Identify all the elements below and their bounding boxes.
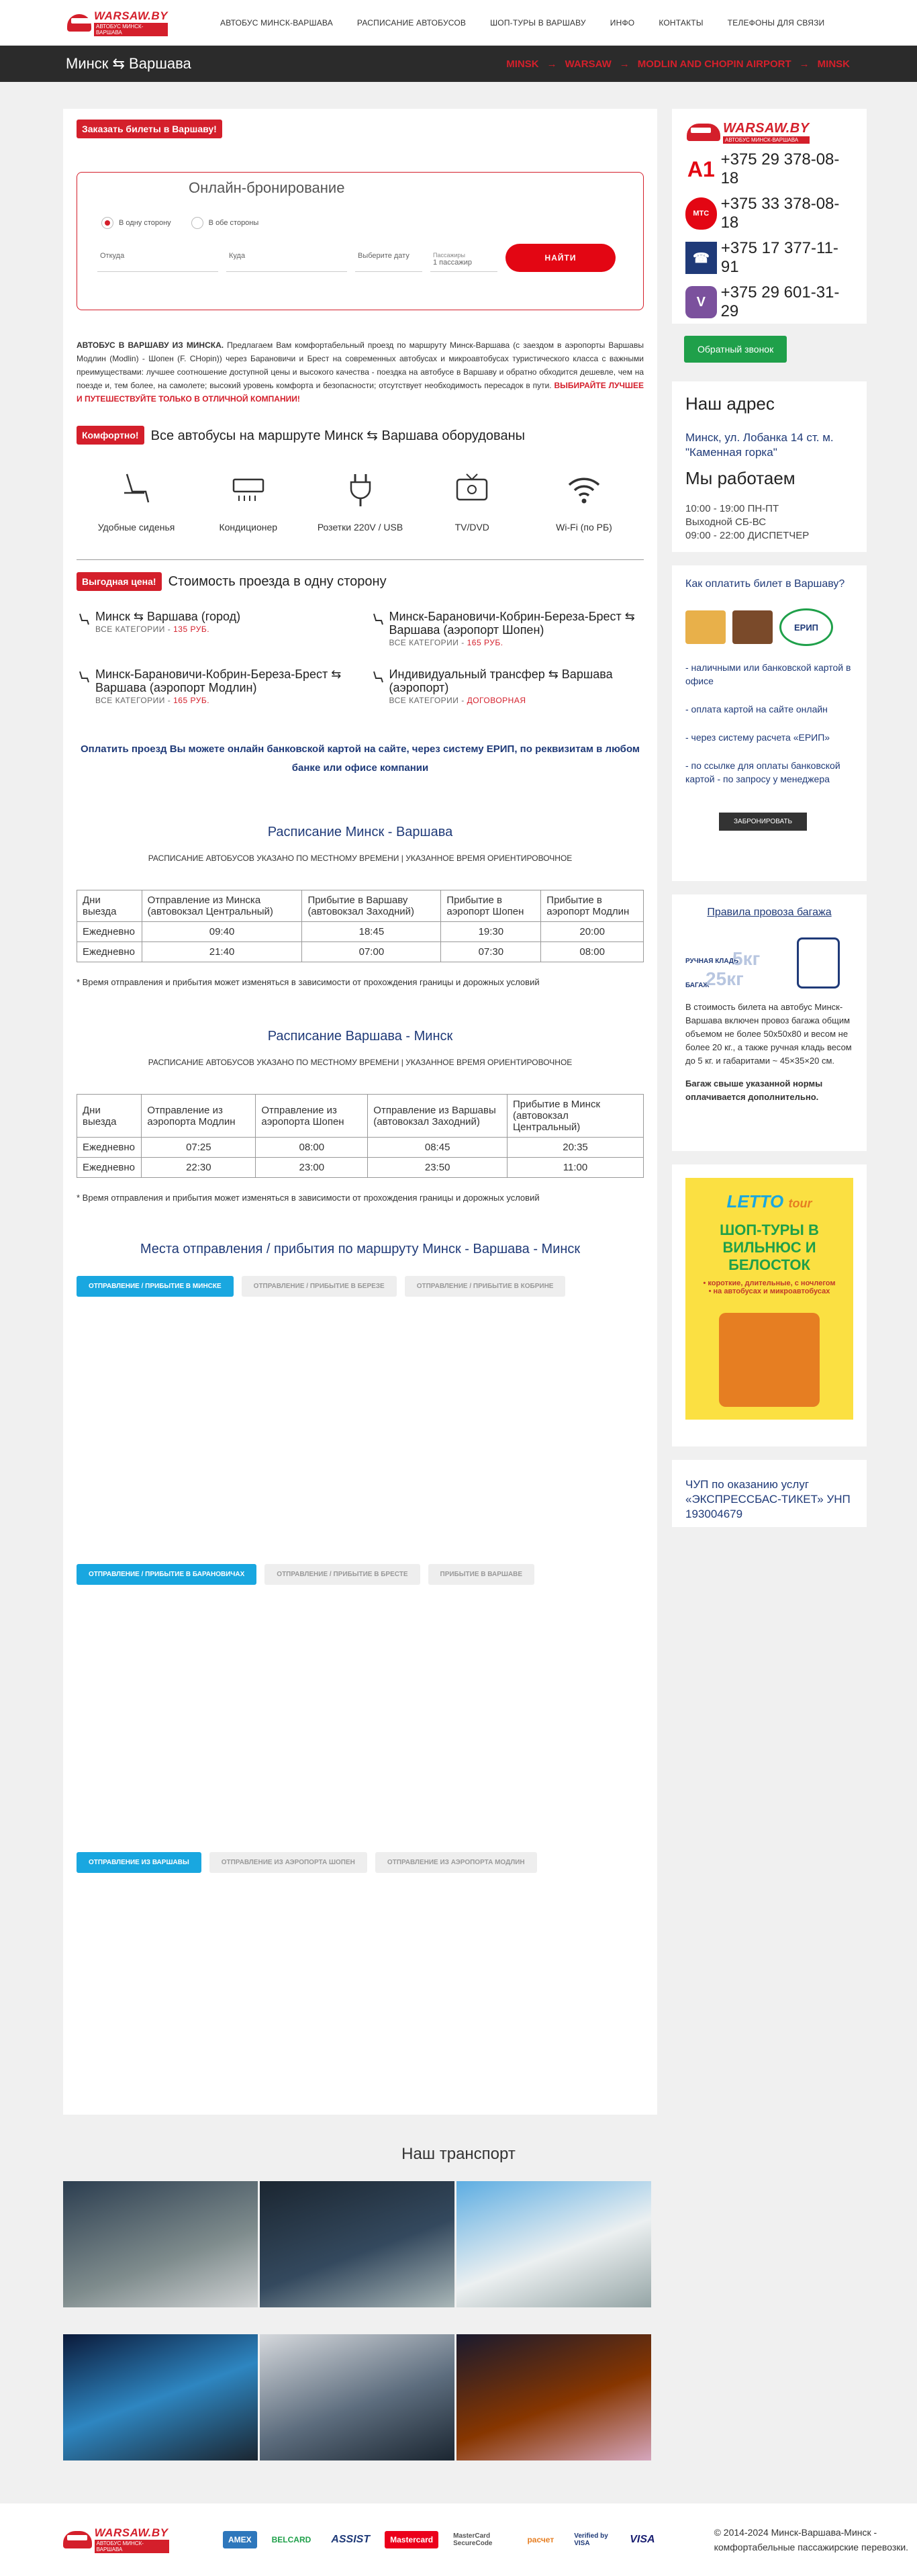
howto-item: - по ссылке для оплаты банковской картой - по запросу у менеджера: [685, 760, 840, 784]
seat-small-icon: [77, 612, 90, 626]
company-info: ЧУП по оказанию услуг «ЭКСПРЕССБАС-ТИКЕТ» УНП 193004679: [685, 1478, 851, 1520]
logo-title: WARSAW.BY: [723, 121, 810, 136]
payment-logos: [223, 2528, 661, 2551]
page-title: Минск ⇆ Варшава: [66, 55, 191, 72]
hours-line: 10:00 - 19:00 ПН-ПТ: [685, 503, 779, 514]
howto-title: Как оплатить билет в Варшаву?: [685, 578, 845, 590]
round-trip-radio[interactable]: [191, 217, 259, 229]
main-nav: [208, 18, 836, 28]
payment-methods-card: [672, 565, 867, 881]
breadcrumb-airports[interactable]: MODLIN AND CHOPIN AIRPORT: [637, 58, 791, 70]
visa-logo: VISA: [630, 2534, 655, 2545]
schedule-subtitle: РАСПИСАНИЕ АВТОБУСОВ УКАЗАНО ПО МЕСТНОМУ ВРЕМЕНИ | УКАЗАННОЕ ВРЕМЯ ОРИЕНТИРОВОЧНОЕ: [148, 854, 573, 863]
schedule-title: Расписание Варшава - Минск: [267, 1029, 453, 1044]
table-cell: 09:40: [142, 922, 302, 942]
table-cell: 08:00: [541, 942, 644, 962]
hand-luggage-label: РУЧНАЯ КЛАДЬ: [685, 958, 739, 965]
hours-line: 09:00 - 22:00 ДИСПЕТЧЕР: [685, 530, 810, 541]
phone-number: +375 29 601-31-29: [720, 283, 840, 320]
plug-icon: [342, 470, 379, 508]
table-cell: 22:30: [142, 1158, 256, 1178]
assist-logo: ASSIST: [331, 2534, 371, 2545]
site-logo[interactable]: [67, 9, 168, 36]
schedule-minsk-warsaw: [77, 825, 644, 987]
promo-card[interactable]: [672, 1164, 867, 1446]
divider: [77, 559, 644, 560]
price-item: [77, 610, 350, 647]
to-input[interactable]: Куда: [226, 249, 347, 272]
bus-logo-icon: [67, 14, 91, 32]
price-value: ДОГОВОРНАЯ: [467, 696, 526, 705]
booking-title: Онлайн-бронирование: [189, 179, 345, 196]
tab-baranovichi[interactable]: ОТПРАВЛЕНИЕ / ПРИБЫТИЕ В БАРАНОВИЧАХ: [77, 1564, 256, 1585]
phones-card: [672, 109, 867, 324]
table-header: Прибытие в аэропорт Шопен: [441, 890, 541, 922]
copyright: © 2014-2024 Минск-Варшава-Минск - комфортабельные пассажирские перевозки.: [714, 2527, 909, 2552]
tab-bereza[interactable]: ОТПРАВЛЕНИЕ / ПРИБЫТИЕ В БЕРЕЗЕ: [242, 1276, 397, 1297]
raschet-logo: расчет: [527, 2535, 554, 2544]
promo-brand-sub: tour: [788, 1197, 812, 1210]
howto-item: - через систему расчета «ЕРИП»: [685, 732, 830, 743]
interior-photo[interactable]: [63, 2334, 258, 2460]
sidebar: [672, 109, 867, 2115]
price-list: [77, 610, 644, 705]
amenity-wifi: [534, 470, 634, 533]
amenity-label: Удобные сиденья: [97, 522, 175, 533]
table-cell: Ежедневно: [77, 1138, 142, 1158]
nav-shop-tours[interactable]: ШОП-ТУРЫ В ВАРШАВУ: [490, 17, 586, 28]
seat-small-icon: [371, 670, 384, 684]
bus-photo[interactable]: [456, 2181, 651, 2307]
breadcrumb: [506, 58, 850, 70]
promo-brand: LETTO: [726, 1191, 784, 1211]
nav-contacts[interactable]: КОНТАКТЫ: [659, 17, 704, 28]
securecode-logo: MasterCard SecureCode: [453, 2532, 493, 2547]
promo-item: • на автобусах и микроавтобусах: [708, 1287, 830, 1295]
nav-bus-minsk-warsaw[interactable]: АВТОБУС МИНСК-ВАРШАВА: [220, 17, 333, 28]
price-value: 165 РУБ.: [467, 638, 503, 647]
table-cell: 18:45: [302, 922, 441, 942]
schedule-note: * Время отправления и прибытия может изменяться в зависимости от прохождения границы и дорожных условий: [77, 977, 540, 987]
table-header: Дни выезда: [77, 1095, 142, 1138]
promo-banner[interactable]: [685, 1178, 853, 1420]
price-route: Минск-Барановичи-Кобрин-Береза-Брест ⇆ Варшава (аэропорт Шопен): [389, 610, 635, 637]
logo-subtitle: АВТОБУС МИНСК-ВАРШАВА: [95, 2540, 169, 2553]
amenity-sockets: [310, 470, 411, 533]
amenities-list: [77, 470, 644, 533]
from-input[interactable]: Откуда: [97, 249, 218, 272]
phone-landline[interactable]: [685, 239, 853, 277]
table-cell: 07:00: [302, 942, 441, 962]
table-cell: 20:00: [541, 922, 644, 942]
breadcrumb-separator: →: [546, 58, 557, 70]
table-cell: Ежедневно: [77, 1158, 142, 1178]
mastercard-logo: Mastercard: [385, 2531, 438, 2548]
baggage-extra: Багаж свыше указанной нормы оплачивается дополнительно.: [685, 1078, 823, 1102]
schedule-warsaw-minsk: [77, 1029, 644, 1203]
table-header: Прибытие в аэропорт Модлин: [541, 890, 644, 922]
tab-minsk[interactable]: ОТПРАВЛЕНИЕ / ПРИБЫТИЕ В МИНСКЕ: [77, 1276, 234, 1297]
nav-phones[interactable]: ТЕЛЕФОНЫ ДЛЯ СВЯЗИ: [727, 17, 825, 28]
phone-number: +375 17 377-11-91: [720, 239, 838, 276]
howto-item: - наличными или банковской картой в офисе: [685, 662, 851, 686]
schedule-subtitle: РАСПИСАНИЕ АВТОБУСОВ УКАЗАНО ПО МЕСТНОМУ ВРЕМЕНИ | УКАЗАННОЕ ВРЕМЯ ОРИЕНТИРОВОЧНОЕ: [148, 1058, 573, 1067]
promo-item: • короткие, длительные, с ночлегом: [703, 1279, 836, 1287]
map-area: [77, 1873, 644, 2074]
main-content: [63, 109, 657, 2115]
tabs-group-3: [77, 1852, 644, 1873]
table-row: [77, 942, 644, 962]
table-cell: 08:00: [256, 1138, 368, 1158]
wallet-icon: [732, 610, 773, 644]
order-tickets-button[interactable]: Заказать билеты в Варшаву!: [77, 120, 222, 138]
callback-button[interactable]: Обратный звонок: [684, 336, 787, 363]
tab-chopin-departure[interactable]: ОТПРАВЛЕНИЕ ИЗ АЭРОПОРТА ШОПЕН: [209, 1852, 367, 1873]
table-header: Отправление из Минска (автовокзал Центральный): [142, 890, 302, 922]
table-header: Дни выезда: [77, 890, 142, 922]
address-card: [672, 381, 867, 552]
baggage-weight: 25кг: [706, 968, 744, 989]
table-cell: 23:50: [368, 1158, 508, 1178]
breadcrumb-warsaw[interactable]: WARSAW: [565, 58, 612, 70]
phone-viber[interactable]: [685, 283, 853, 321]
suitcase-icon: [797, 937, 840, 988]
breadcrumb-minsk[interactable]: MINSK: [506, 58, 539, 70]
cards-icon: [685, 610, 726, 644]
booking-form: [77, 172, 644, 310]
hand-luggage-weight: 5кг: [732, 948, 761, 969]
breadcrumb-minsk-return[interactable]: MINSK: [817, 58, 850, 70]
bus-photo[interactable]: [63, 2181, 258, 2307]
tab-modlin-departure[interactable]: ОТПРАВЛЕНИЕ ИЗ АЭРОПОРТА МОДЛИН: [375, 1852, 537, 1873]
table-cell: 20:35: [508, 1138, 644, 1158]
amex-logo: AMEX: [223, 2531, 257, 2548]
tabs-group-2: [77, 1564, 644, 1585]
date-input[interactable]: Выберите дату: [355, 249, 422, 272]
price-category: ВСЕ КАТЕГОРИИ -: [95, 696, 171, 705]
logo-subtitle: АВТОБУС МИНСК-ВАРШАВА: [94, 23, 168, 36]
schedule-title: Расписание Минск - Варшава: [267, 825, 453, 839]
price-route: Минск ⇆ Варшава (город): [95, 610, 241, 623]
table-cell: 11:00: [508, 1158, 644, 1178]
bus-logo-icon: [63, 2531, 92, 2548]
passengers-select[interactable]: [430, 249, 497, 272]
price-route: Минск-Барановичи-Кобрин-Береза-Брест ⇆ Варшава (аэропорт Модлин): [95, 668, 342, 694]
map-area: [77, 1297, 644, 1545]
schedule-table: [77, 890, 644, 962]
table-header: Отправление из аэропорта Шопен: [256, 1095, 368, 1138]
transport-gallery: [63, 2181, 917, 2460]
one-way-label: В одну сторону: [119, 219, 171, 227]
baggage-rules-link[interactable]: Правила провоза багажа: [707, 907, 832, 918]
intro-highlight: ВЫБИРАЙТЕ ЛУЧШЕЕ И ПУТЕШЕСТВУЙТЕ ТОЛЬКО В ОТЛИЧНОЙ КОМПАНИИ!: [77, 381, 644, 404]
a1-icon: A1: [687, 156, 715, 181]
amenity-ac: [198, 470, 299, 533]
erip-icon: ЕРИП: [779, 608, 833, 646]
seat-small-icon: [77, 670, 90, 684]
phone-number: +375 29 378-08-18: [720, 150, 840, 187]
address-text: Минск, ул. Лобанка 14 ст. м. "Каменная горка": [685, 431, 834, 459]
phone-number: +375 33 378-08-18: [720, 195, 840, 232]
table-header-row: [77, 1095, 644, 1138]
bus-logo-icon: [687, 124, 720, 141]
viber-icon: V: [685, 286, 717, 318]
schedule-note: * Время отправления и прибытия может изменяться в зависимости от прохождения границы и дорожных условий: [77, 1193, 540, 1203]
tv-icon: [453, 470, 491, 508]
phone-icon: ☎: [685, 242, 717, 274]
places-section: [77, 1242, 644, 1257]
logo-title: WARSAW.BY: [94, 2526, 168, 2539]
baggage-card: [672, 894, 867, 1151]
table-cell: Ежедневно: [77, 922, 142, 942]
footer-logo[interactable]: [63, 2526, 169, 2553]
belcard-logo: BELCARD: [271, 2535, 311, 2544]
bus-photo[interactable]: [260, 2181, 454, 2307]
shopping-bag-icon: [719, 1313, 820, 1407]
table-cell: 07:30: [441, 942, 541, 962]
table-cell: 08:45: [368, 1138, 508, 1158]
price-badge: Выгодная цена!: [77, 572, 162, 591]
company-card: [672, 1460, 867, 1527]
amenity-label: Wi-Fi (по РБ): [556, 522, 612, 533]
breadcrumb-separator: →: [619, 58, 630, 70]
amenity-label: Розетки 220V / USB: [317, 522, 403, 533]
tab-brest[interactable]: ОТПРАВЛЕНИЕ / ПРИБЫТИЕ В БРЕСТЕ: [264, 1564, 420, 1585]
hours-line: Выходной СБ-ВС: [685, 516, 767, 528]
amenity-tv: [422, 470, 522, 533]
breadcrumb-separator: →: [799, 58, 810, 70]
interior-photo[interactable]: [456, 2334, 651, 2460]
price-category: ВСЕ КАТЕГОРИИ -: [95, 625, 171, 634]
table-header: Прибытие в Минск (автовокзал Центральный): [508, 1095, 644, 1138]
table-row: [77, 1158, 644, 1178]
intro-text: [77, 338, 644, 406]
table-cell: 23:00: [256, 1158, 368, 1178]
table-header: Прибытие в Варшаву (автовокзал Заходний): [302, 890, 441, 922]
tabs-group-1: [77, 1276, 644, 1297]
logo-title: WARSAW.BY: [94, 9, 168, 22]
passengers-value: 1 пассажир: [433, 259, 472, 267]
price-title: Стоимость проезда в одну сторону: [168, 573, 387, 589]
phone-mts[interactable]: [685, 195, 853, 232]
table-cell: 07:25: [142, 1138, 256, 1158]
title-bar: [0, 46, 917, 82]
tab-warsaw-arrival[interactable]: ПРИБЫТИЕ В ВАРШАВЕ: [428, 1564, 535, 1585]
amenity-label: TV/DVD: [454, 522, 489, 533]
price-item: [77, 668, 350, 705]
baggage-text: В стоимость билета на автобус Минск-Варшава включен провоз багажа общим объемом не более 50x50x80 и весом не более 20 кг., а также ручная кладь весом до 5 кг. и габаритами ~ 45×35×20 см.: [685, 1002, 852, 1066]
book-button[interactable]: ЗАБРОНИРОВАТЬ: [719, 813, 807, 831]
interior-photo[interactable]: [260, 2334, 454, 2460]
seat-icon: [117, 470, 155, 508]
map-area: [77, 1585, 644, 1833]
one-way-radio[interactable]: [101, 217, 171, 229]
price-value: 165 РУБ.: [173, 696, 210, 705]
air-conditioner-icon: [230, 470, 267, 508]
tab-warsaw-departure[interactable]: ОТПРАВЛЕНИЕ ИЗ ВАРШАВЫ: [77, 1852, 201, 1873]
passengers-label: Пассажиры: [433, 252, 466, 259]
verified-visa-logo: Verified by VISA: [574, 2532, 608, 2547]
baggage-illustration: [685, 924, 853, 991]
phone-a1[interactable]: [685, 150, 853, 188]
tab-kobrin[interactable]: ОТПРАВЛЕНИЕ / ПРИБЫТИЕ В КОБРИНЕ: [405, 1276, 566, 1297]
table-cell: 19:30: [441, 922, 541, 942]
price-category: ВСЕ КАТЕГОРИИ -: [389, 638, 465, 647]
table-row: [77, 1138, 644, 1158]
amenity-label: Кондиционер: [219, 522, 278, 533]
table-row: [77, 922, 644, 942]
table-cell: Ежедневно: [77, 942, 142, 962]
nav-schedule[interactable]: РАСПИСАНИЕ АВТОБУСОВ: [356, 17, 467, 28]
table-header-row: [77, 890, 644, 922]
price-category: ВСЕ КАТЕГОРИИ -: [389, 696, 465, 705]
footer: [0, 2503, 917, 2576]
comfort-title: Все автобусы на маршруте Минск ⇆ Варшава оборудованы: [150, 428, 526, 443]
intro-body: Предлагаем Вам комфортабельный проезд по маршруту Минск-Варшава (с заездом в аэропорты Варшавы Модлин (Modlin) - Шопен (F. CHopin)) через Барановичи и Брест на современных автобусах и микроавтобусах туристического класса с важными преимуществами: лучшее соотношение доступной цены и высокого качества - поездка на автобусе в Варшаву и обратно обходится дешевле, чем на поезде и, тем более, на самолете; высокий уровень комфорта и безопасности; отсутствует необходимость пересадок в пути.: [77, 340, 644, 390]
promo-title: ШОП-ТУРЫ В ВИЛЬНЮС И БЕЛОСТОК: [720, 1222, 819, 1273]
schedule-table: [77, 1094, 644, 1178]
transport-section: [0, 2145, 917, 2164]
baggage-label: БАГАЖ: [685, 982, 710, 989]
search-button[interactable]: НАЙТИ: [505, 244, 616, 272]
transport-title: Наш транспорт: [401, 2145, 516, 2163]
table-cell: 21:40: [142, 942, 302, 962]
address-title: Наш адрес: [685, 394, 775, 414]
mts-icon: МТС: [685, 197, 717, 230]
wifi-icon: [565, 470, 603, 508]
price-value: 135 РУБ.: [173, 625, 210, 634]
price-route: Индивидуальный трансфер ⇆ Варшава (аэропорт): [389, 668, 613, 694]
hours-title: Мы работаем: [685, 468, 795, 488]
table-header: Отправление из Варшавы (автовокзал Заходний): [368, 1095, 508, 1138]
round-trip-label: В обе стороны: [208, 219, 259, 227]
logo-subtitle: АВТОБУС МИНСК-ВАРШАВА: [723, 136, 810, 144]
price-item: [371, 668, 644, 705]
payment-info: Оплатить проезд Вы можете онлайн банковской картой на сайте, через систему ЕРИП, по реквизитам в любом банке или офисе компании: [80, 743, 640, 774]
places-title: Места отправления / прибытия по маршруту Минск - Варшава - Минск: [140, 1242, 581, 1256]
comfort-badge: Комфортно!: [77, 426, 144, 445]
intro-lead: АВТОБУС В ВАРШАВУ ИЗ МИНСКА.: [77, 340, 224, 350]
sidebar-logo[interactable]: [687, 121, 853, 144]
price-item: [371, 610, 644, 647]
payment-icons: [685, 608, 853, 646]
amenity-seats: [86, 470, 187, 533]
table-header: Отправление из аэропорта Модлин: [142, 1095, 256, 1138]
seat-small-icon: [371, 612, 384, 626]
top-header: [0, 0, 917, 46]
howto-item: - оплата картой на сайте онлайн: [685, 704, 828, 715]
nav-info[interactable]: ИНФО: [610, 17, 635, 28]
